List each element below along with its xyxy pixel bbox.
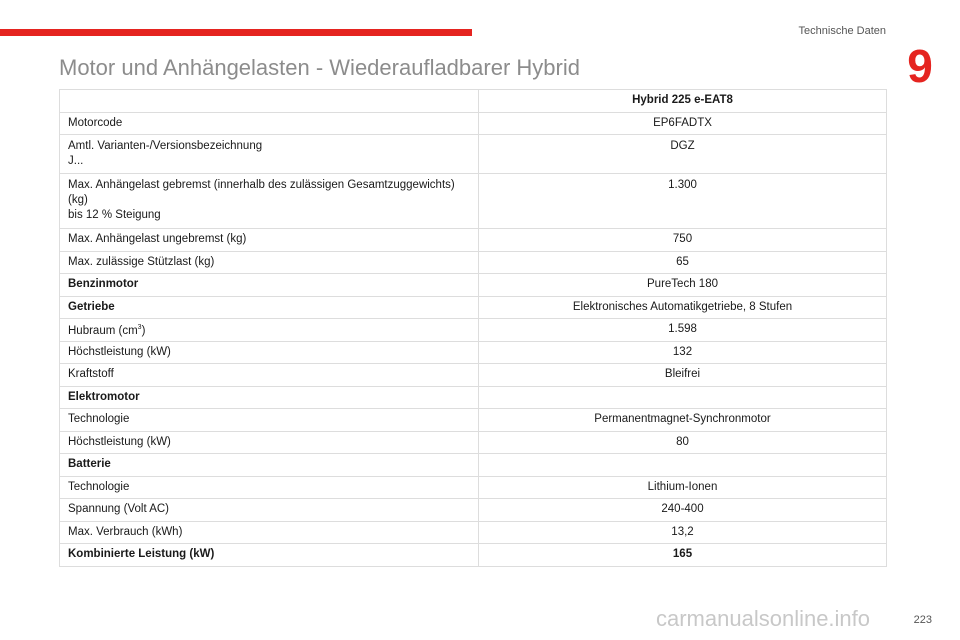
- row-value: 1.598: [479, 319, 887, 342]
- row-value: 240-400: [479, 499, 887, 522]
- row-label: [60, 135, 479, 174]
- row-label-line: bis 12 % Steigung: [68, 209, 161, 221]
- table-row: [60, 341, 887, 364]
- table-row: [60, 386, 887, 409]
- row-value: [479, 386, 887, 409]
- table-row: [60, 251, 887, 274]
- row-value: 65: [479, 251, 887, 274]
- row-label: Max. Anhängelast ungebremst (kg): [60, 229, 479, 252]
- row-label: Technologie: [60, 476, 479, 499]
- row-label-line: Amtl. Varianten-/Versionsbezeichnung: [68, 140, 263, 152]
- table-row: [60, 319, 887, 342]
- row-value: Lithium-Ionen: [479, 476, 887, 499]
- header-empty-cell: [60, 90, 479, 113]
- table-header-row: [60, 90, 887, 113]
- row-value: 750: [479, 229, 887, 252]
- row-value: Permanentmagnet-Synchronmotor: [479, 409, 887, 432]
- row-label-section: Getriebe: [60, 296, 479, 319]
- row-value: 165: [479, 544, 887, 567]
- table-row: [60, 174, 887, 229]
- section-label: Technische Daten: [798, 25, 886, 37]
- table-row: [60, 454, 887, 477]
- chapter-number: 9: [907, 40, 933, 92]
- row-value: DGZ: [479, 135, 887, 174]
- row-label: Technologie: [60, 409, 479, 432]
- row-value: PureTech 180: [479, 274, 887, 297]
- row-label-section: Batterie: [60, 454, 479, 477]
- row-label-line: (kg): [68, 194, 88, 206]
- row-label: Max. Verbrauch (kWh): [60, 521, 479, 544]
- row-label: Höchstleistung (kW): [60, 431, 479, 454]
- page-number: 223: [913, 614, 932, 626]
- table-row: [60, 296, 887, 319]
- row-value: 1.300: [479, 174, 887, 229]
- row-label: Max. zulässige Stützlast (kg): [60, 251, 479, 274]
- row-label-line: Max. Anhängelast gebremst (innerhalb des zulässigen Gesamtzuggewichts): [68, 179, 455, 191]
- table-row: [60, 364, 887, 387]
- row-label-section: Elektromotor: [60, 386, 479, 409]
- row-label: Spannung (Volt AC): [60, 499, 479, 522]
- row-value: [479, 454, 887, 477]
- table-row: [60, 431, 887, 454]
- row-label: [60, 174, 479, 229]
- row-label-suffix: ): [141, 325, 146, 338]
- row-label-section: Kombinierte Leistung (kW): [60, 544, 479, 567]
- table-row: [60, 476, 887, 499]
- table-row: [60, 274, 887, 297]
- page-title: Motor und Anhängelasten - Wiederaufladbarer Hybrid: [59, 55, 580, 80]
- row-value: 132: [479, 341, 887, 364]
- spec-table: [59, 89, 887, 567]
- row-label-text: Hubraum (cm: [68, 325, 138, 338]
- header-accent-bar: [0, 29, 472, 36]
- table-row: [60, 544, 887, 567]
- row-value: EP6FADTX: [479, 112, 887, 135]
- watermark: carmanualsonline.info: [656, 606, 871, 631]
- table-row: [60, 229, 887, 252]
- row-value: Bleifrei: [479, 364, 887, 387]
- row-label: Höchstleistung (kW): [60, 341, 479, 364]
- row-label: Motorcode: [60, 112, 479, 135]
- column-header: Hybrid 225 e-EAT8: [479, 90, 887, 113]
- row-label-sup: 3: [137, 324, 142, 332]
- row-value: Elektronisches Automatikgetriebe, 8 Stufen: [479, 296, 887, 319]
- row-label: Kraftstoff: [60, 364, 479, 387]
- table-row: [60, 409, 887, 432]
- row-value: 13,2: [479, 521, 887, 544]
- table-row: [60, 521, 887, 544]
- row-label-section: Benzinmotor: [60, 274, 479, 297]
- row-label: [60, 319, 479, 342]
- table-row: [60, 499, 887, 522]
- row-value: 80: [479, 431, 887, 454]
- table-row: [60, 112, 887, 135]
- row-label-line: J...: [68, 155, 84, 167]
- table-row: [60, 135, 887, 174]
